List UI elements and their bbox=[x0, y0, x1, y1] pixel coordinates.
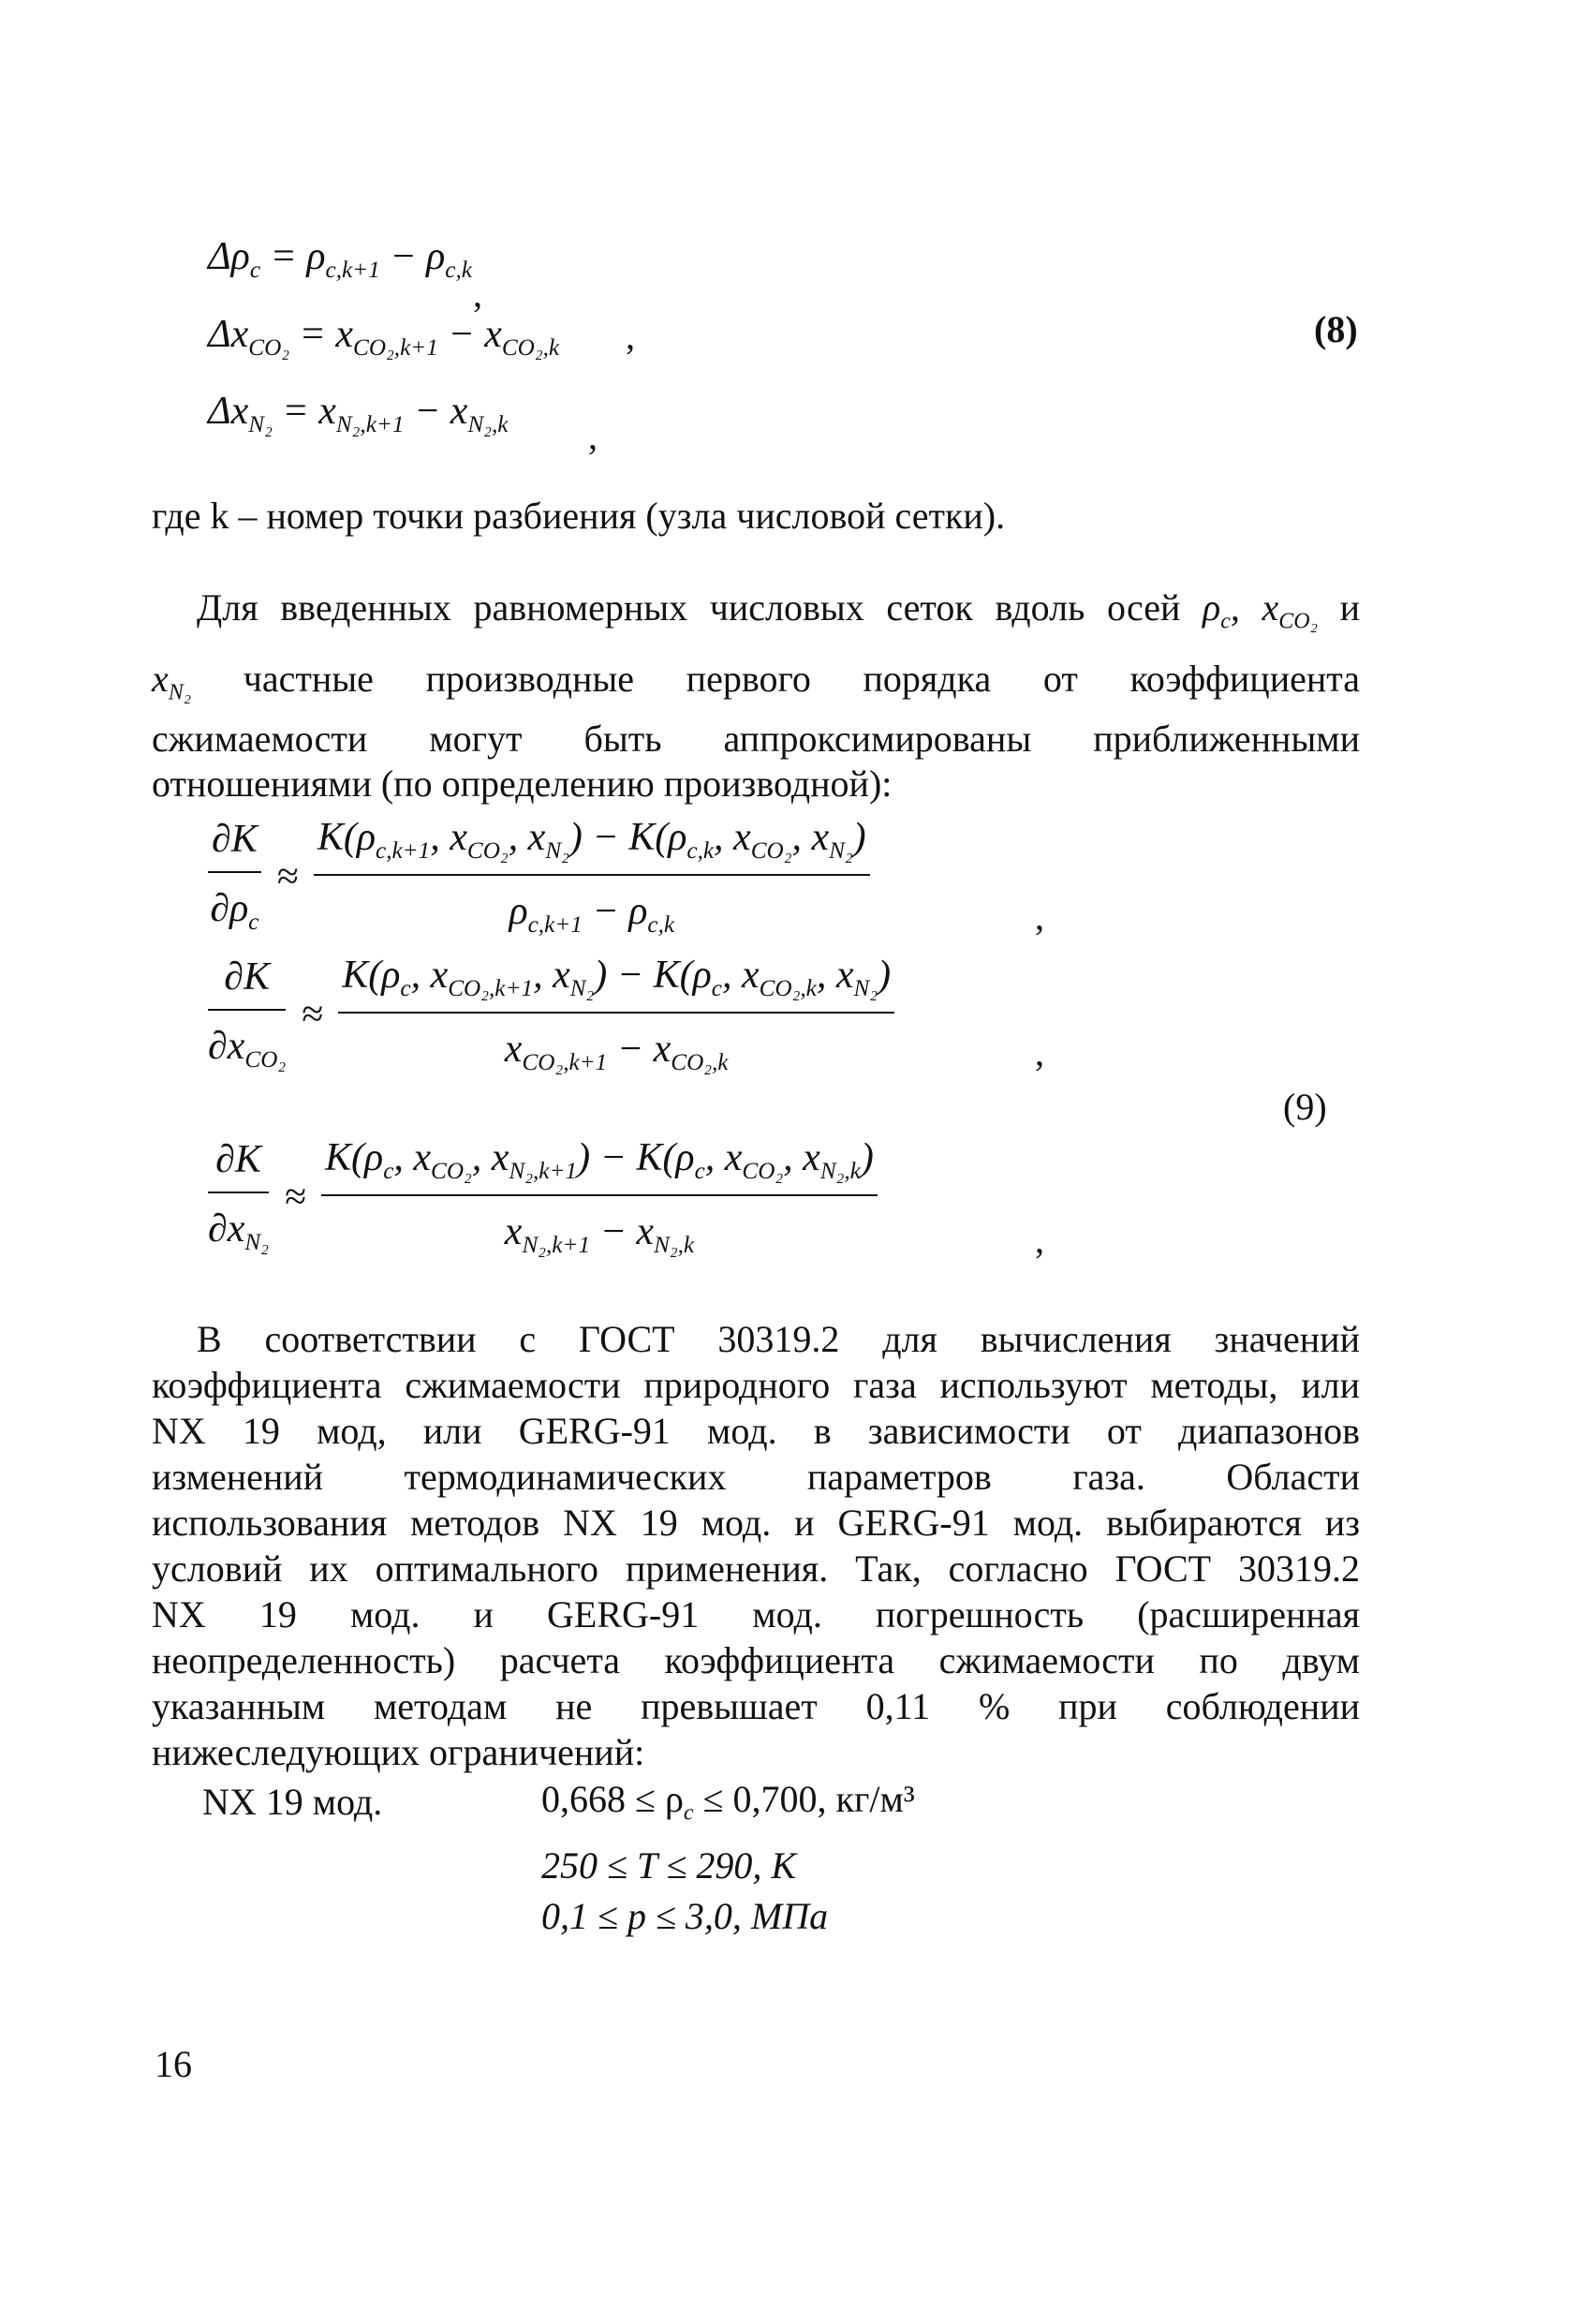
page-number: 16 bbox=[155, 2043, 192, 2085]
math-subscript: CO₂,k bbox=[759, 975, 817, 1001]
math-symbol: = ρ bbox=[260, 235, 326, 278]
math-subscript: c,k+1 bbox=[325, 257, 380, 283]
eq8-comma-3: , bbox=[588, 415, 598, 457]
para2-line: указанным методам не превышает 0,11 % при соблюдении bbox=[152, 1685, 1360, 1727]
eq9-rhs-fraction-2 bbox=[338, 953, 894, 1076]
math-subscript: CO₂ bbox=[750, 837, 792, 864]
math-subscript: N₂ bbox=[168, 680, 192, 705]
math-subscript: c bbox=[383, 1158, 394, 1184]
math-subscript: CO₂,k+1 bbox=[522, 1049, 608, 1075]
math-subscript: CO₂,k+1 bbox=[353, 334, 438, 361]
math-subscript: CO₂,k+1 bbox=[448, 975, 534, 1001]
math-subscript: c,k bbox=[647, 911, 675, 938]
math-subscript: c,k bbox=[686, 837, 715, 864]
approx-sign: ≈ bbox=[276, 854, 299, 898]
math-symbol: ) − K(ρ bbox=[568, 816, 687, 859]
math-symbol: ∂x bbox=[208, 1025, 245, 1069]
eq9-row-1 bbox=[208, 815, 870, 939]
eq9-rhs-denominator bbox=[505, 1014, 729, 1076]
math-symbol: − x bbox=[590, 1209, 655, 1253]
eq9-rhs-denominator bbox=[509, 876, 674, 939]
math-subscript: c bbox=[694, 1158, 705, 1184]
math-subscript: CO₂ bbox=[248, 334, 290, 361]
math-symbol: − ρ bbox=[582, 889, 648, 933]
math-symbol: ) bbox=[860, 1136, 874, 1179]
math-symbol: − ρ bbox=[379, 235, 446, 278]
math-symbol: − x bbox=[404, 390, 468, 433]
para2-line: использования методов NX 19 мод. и GERG-91 мод. выбираются из bbox=[152, 1502, 1360, 1544]
math-symbol: K(ρ bbox=[317, 816, 376, 859]
math-subscript: N₂ bbox=[248, 411, 273, 437]
para2-line: NX 19 мод. и GERG-91 мод. погрешность (расширенная bbox=[152, 1593, 1360, 1636]
math-symbol: ∂K bbox=[212, 818, 258, 862]
math-symbol: K(ρ bbox=[342, 954, 401, 997]
eq9-lhs-numerator bbox=[208, 817, 261, 871]
eq9-lhs-fraction-2 bbox=[208, 955, 286, 1073]
eq9-rhs-numerator bbox=[321, 1135, 878, 1194]
math-subscript: c,k bbox=[445, 257, 472, 283]
math-subscript: N₂ bbox=[853, 975, 878, 1001]
para1-line1-text: Для введенных равномерных числовых сеток вдоль осей bbox=[197, 586, 1181, 629]
math-symbol: ρ bbox=[509, 889, 528, 933]
math-subscript: c bbox=[400, 975, 411, 1001]
eq9-comma-3: , bbox=[1035, 1219, 1044, 1261]
math-subscript: CO₂,k bbox=[671, 1049, 729, 1075]
para1-line-3: сжимаемости могут быть аппроксимированы приближенными bbox=[152, 718, 1360, 760]
math-symbol: x bbox=[152, 658, 169, 700]
math-subscript: N₂ bbox=[244, 1230, 269, 1256]
math-subscript: N₂,k+1 bbox=[522, 1232, 591, 1258]
eq9-lhs-fraction-3 bbox=[208, 1137, 269, 1256]
math-subscript: CO₂ bbox=[431, 1158, 472, 1184]
math-symbol: ∂K bbox=[215, 1138, 261, 1182]
math-subscript: c bbox=[711, 975, 722, 1001]
math-symbol: , x bbox=[471, 1136, 509, 1179]
eq9-lhs-fraction-1 bbox=[208, 817, 261, 936]
limits-row-density bbox=[541, 1777, 915, 1826]
limits-row-pressure bbox=[541, 1894, 828, 1938]
para2-line: коэффициента сжимаемости природного газа используют методы, или bbox=[152, 1364, 1360, 1406]
math-symbol: x bbox=[504, 1027, 523, 1071]
eq8-line-1 bbox=[208, 234, 472, 284]
math-subscript: N₂,k+1 bbox=[335, 411, 405, 437]
math-symbol: ) bbox=[852, 816, 866, 859]
math-symbol: , x bbox=[508, 816, 546, 859]
math-symbol: ) − K(ρ bbox=[577, 1136, 695, 1179]
math-symbol: , x bbox=[1230, 586, 1279, 629]
para1-line2-text: частные производные первого порядка от коэффициента bbox=[243, 658, 1361, 700]
eq9-rhs-fraction-3 bbox=[321, 1135, 878, 1259]
para2-line: нижеследующих ограничений: bbox=[152, 1731, 645, 1773]
math-symbol: , x bbox=[704, 1136, 743, 1179]
eq9-comma-2: , bbox=[1035, 1031, 1044, 1073]
eq8-line-2 bbox=[208, 312, 559, 362]
math-subscript: CO₂ bbox=[244, 1047, 287, 1073]
math-symbol: ∂x bbox=[208, 1207, 245, 1251]
math-symbol: ) bbox=[878, 954, 892, 997]
math-subscript: CO₂ bbox=[466, 837, 509, 864]
math-symbol: − x bbox=[437, 313, 502, 356]
eq9-row-3 bbox=[208, 1135, 878, 1259]
eq8-comma-2: , bbox=[626, 315, 635, 357]
limits-method-label: NX 19 мод. bbox=[202, 1781, 383, 1823]
math-subscript: N₂ bbox=[545, 837, 569, 864]
eq9-row-2 bbox=[208, 953, 894, 1076]
math-symbol: Δρ bbox=[208, 235, 250, 278]
math-symbol: − x bbox=[607, 1027, 672, 1071]
math-symbol: x bbox=[504, 1209, 523, 1253]
para2-line: условий их оптимального применения. Так, согласно ГОСТ 30319.2 bbox=[152, 1547, 1360, 1590]
math-symbol: 250 ≤ T ≤ 290, К bbox=[541, 1844, 796, 1887]
eq9-comma-1: , bbox=[1035, 896, 1044, 938]
para2-line: неопределенность) расчета коэффициента сжимаемости по двум bbox=[152, 1639, 1360, 1681]
math-symbol: , x bbox=[393, 1136, 432, 1179]
para1-line1-math bbox=[1203, 586, 1318, 634]
math-subscript: CO₂ bbox=[742, 1158, 784, 1184]
math-symbol: Δx bbox=[208, 313, 249, 356]
math-symbol: ∂ρ bbox=[210, 887, 249, 931]
math-symbol: , x bbox=[533, 954, 570, 997]
math-symbol: , x bbox=[430, 816, 467, 859]
eq9-lhs-numerator bbox=[212, 1137, 265, 1192]
math-symbol: , x bbox=[816, 954, 854, 997]
math-symbol: , x bbox=[721, 954, 760, 997]
eq9-lhs-denominator bbox=[208, 1011, 286, 1073]
math-symbol: ρ bbox=[1203, 586, 1221, 629]
math-symbol: , x bbox=[714, 816, 751, 859]
where-line: где k – номер точки разбиения (узла числовой сетки). bbox=[152, 495, 1006, 537]
eq9-lhs-denominator bbox=[208, 1193, 269, 1256]
math-subscript: N₂,k+1 bbox=[509, 1158, 578, 1184]
para1-line-2 bbox=[152, 656, 1360, 716]
approx-sign: ≈ bbox=[301, 992, 323, 1036]
math-symbol: , x bbox=[783, 1136, 820, 1179]
math-subscript: N₂,k bbox=[467, 411, 509, 437]
math-subscript: N₂,k bbox=[654, 1232, 695, 1258]
math-symbol: 0,668 ≤ ρ bbox=[541, 1778, 684, 1820]
eq9-rhs-denominator bbox=[505, 1196, 694, 1259]
math-symbol: = x bbox=[289, 313, 354, 356]
eq8-comma-1: , bbox=[473, 273, 482, 315]
math-subscript: N₂ bbox=[829, 837, 853, 864]
approx-sign: ≈ bbox=[284, 1175, 306, 1219]
math-subscript: c,k+1 bbox=[376, 837, 431, 864]
equation-number-9: (9) bbox=[1283, 1086, 1327, 1128]
math-symbol: 0,1 ≤ p ≤ 3,0, МПа bbox=[541, 1895, 829, 1937]
eq9-lhs-denominator bbox=[210, 873, 258, 936]
math-symbol: K(ρ bbox=[325, 1136, 384, 1179]
math-subscript: c,k+1 bbox=[527, 911, 583, 938]
para2-line: изменений термодинамических параметров газа. Области bbox=[152, 1456, 1360, 1498]
math-symbol: ∂K bbox=[224, 955, 270, 999]
para1-line-4: отношениями (по определению производной): bbox=[152, 762, 893, 805]
para1-line2-math bbox=[152, 658, 192, 705]
math-symbol: Δx bbox=[208, 390, 249, 433]
math-symbol: = x bbox=[272, 390, 336, 433]
math-subscript: CO₂,k bbox=[501, 334, 560, 361]
eq9-rhs-fraction-1 bbox=[314, 815, 870, 939]
math-subscript: c bbox=[683, 1800, 694, 1826]
math-symbol: ≤ 0,700, кг/м³ bbox=[693, 1778, 915, 1820]
para1-line-1 bbox=[152, 585, 1360, 644]
eq9-rhs-numerator bbox=[338, 953, 894, 1012]
para1-line1-end: и bbox=[1339, 586, 1360, 629]
eq9-lhs-numerator bbox=[220, 955, 273, 1009]
math-subscript: c bbox=[249, 257, 260, 283]
para2-line: NX 19 мод, или GERG-91 мод. в зависимости от диапазонов bbox=[152, 1410, 1360, 1452]
math-subscript: CO₂ bbox=[1278, 609, 1318, 634]
math-symbol: ) − K(ρ bbox=[594, 954, 712, 997]
eq9-rhs-numerator bbox=[314, 815, 870, 874]
math-subscript: c bbox=[1220, 609, 1231, 634]
para2-line: В соответствии с ГОСТ 30319.2 для вычисления значений bbox=[197, 1318, 1360, 1360]
limits-row-temperature bbox=[541, 1843, 796, 1887]
math-subscript: N₂,k bbox=[819, 1158, 861, 1184]
eq8-line-3 bbox=[208, 389, 509, 438]
math-subscript: c bbox=[248, 910, 259, 936]
math-symbol: , x bbox=[791, 816, 830, 859]
equation-number-8: (8) bbox=[1314, 308, 1358, 350]
math-subscript: N₂ bbox=[569, 975, 595, 1001]
math-symbol: , x bbox=[410, 954, 449, 997]
